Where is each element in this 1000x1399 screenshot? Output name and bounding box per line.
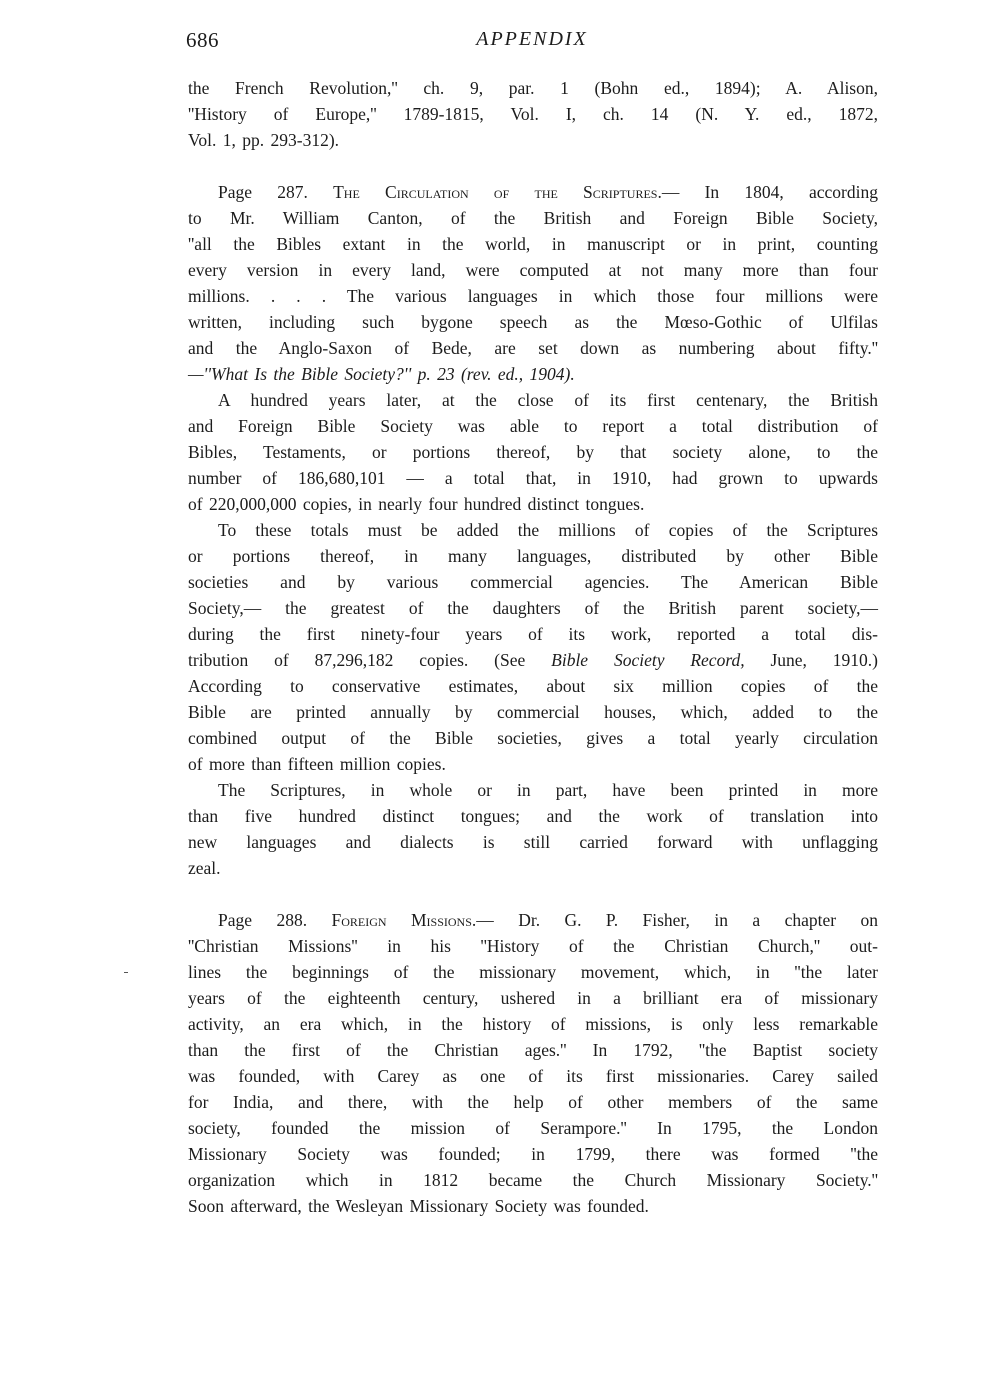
text-line: The Scriptures, in whole or in part, have been printed in more [218,780,878,800]
text-line: every version in every land, were computed at not many more than four [188,260,878,280]
text-line: societies and by various commercial agencies. The American Bible [188,572,878,592]
text-line: to Mr. William Canton, of the British and Foreign Bible Society, [188,208,878,228]
line-end: June, 1910.) [744,650,879,670]
text-line: for India, and there, with the help of other members of the same [188,1092,878,1112]
line-rest: — In 1804, according [661,182,878,202]
text-line: Society,— the greatest of the daughters of the British parent society,— [188,598,878,618]
publication-title: Bible Society Record, [551,650,745,670]
text-line: written, including such bygone speech as the Mœso-Gothic of Ulfilas [188,312,878,332]
text-line: and Foreign Bible Society was able to report a total distribution of [188,416,878,436]
text-line: than five hundred distinct tongues; and the work of translation into [188,806,878,826]
page-reference: Page 287. [218,182,334,202]
section-gap [188,881,878,907]
text-line: number of 186,680,101 — a total that, in 1910, had grown to upwards [188,468,878,488]
text-line: years of the eighteenth century, ushered in a brilliant era of missionary [188,988,878,1008]
body-text [188,75,878,1219]
text-line [188,907,878,933]
page-number: 686 [186,28,219,52]
text-line: ''History of Europe,'' 1789-1815, Vol. I, ch. 14 (N. Y. ed., 1872, [188,104,878,124]
running-title: APPENDIX [476,28,588,50]
running-head [186,28,878,58]
text-line: during the first ninety-four years of its work, reported a total dis- [188,624,878,644]
text-line: Vol. 1, pp. 293-312). [188,130,340,150]
text-line: millions. . . . The various languages in which those four millions were [188,286,878,306]
totals-paragraph [188,517,878,777]
circulation-paragraph [188,179,878,387]
page-reference: Page 288. [218,910,332,930]
text-line: Missionary Society was founded; in 1799, there was formed ''the [188,1144,878,1164]
text-line: To these totals must be added the millions of copies of the Scriptures [218,520,878,540]
text-line: society, founded the mission of Serampore.'' In 1795, the London [188,1118,878,1138]
text-line: Bibles, Testaments, or portions thereof, by that society alone, to the [188,442,878,462]
section-gap [188,153,878,179]
text-line: and the Anglo-Saxon of Bede, are set down as numbering about fifty.'' [188,338,878,358]
margin-scan-mark [124,972,128,973]
text-line: Soon afterward, the Wesleyan Missionary Society was founded. [188,1196,649,1216]
line-start: tribution of 87,296,182 copies. (See [188,650,552,670]
text-line: the French Revolution,'' ch. 9, par. 1 (Bohn ed., 1894); A. Alison, [188,78,878,98]
continuation-paragraph [188,75,878,153]
text-line: combined output of the Bible societies, gives a total yearly circulation [188,728,878,748]
text-line: than the first of the Christian ages.'' In 1792, ''the Baptist society [188,1040,878,1060]
missions-paragraph [188,907,878,1219]
text-line: or portions thereof, in many languages, distributed by other Bible [188,546,878,566]
section-heading: Foreign Missions. [331,910,477,930]
text-line: organization which in 1812 became the Church Missionary Society.'' [188,1170,878,1190]
text-line: of 220,000,000 copies, in nearly four hundred distinct tongues. [188,494,645,514]
text-line [188,647,878,673]
hundred-years-paragraph [188,387,878,517]
text-line: lines the beginnings of the missionary movement, which, in ''the later [188,962,878,982]
text-line: of more than fifteen million copies. [188,754,446,774]
text-line: new languages and dialects is still carried forward with unflagging [188,832,878,852]
text-line [188,179,878,205]
text-line: ''Christian Missions'' in his ''History of the Christian Church,'' out- [188,936,878,956]
text-line: A hundred years later, at the close of its first centenary, the British [218,390,878,410]
section-heading: The Circulation of the Scriptures. [333,182,662,202]
line-rest: — Dr. G. P. Fisher, in a chapter on [476,910,878,930]
citation-line: —''What Is the Bible Society?'' p. 23 (rev. ed., 1904). [188,364,575,384]
text-line: activity, an era which, in the history of missions, is only less remarkable [188,1014,878,1034]
text-line: According to conservative estimates, about six million copies of the [188,676,878,696]
text-line: Bible are printed annually by commercial houses, which, added to the [188,702,878,722]
scriptures-paragraph [188,777,878,881]
text-line: zeal. [188,858,221,878]
text-line: was founded, with Carey as one of its first missionaries. Carey sailed [188,1066,878,1086]
text-line: ''all the Bibles extant in the world, in manuscript or in print, counting [188,234,878,254]
